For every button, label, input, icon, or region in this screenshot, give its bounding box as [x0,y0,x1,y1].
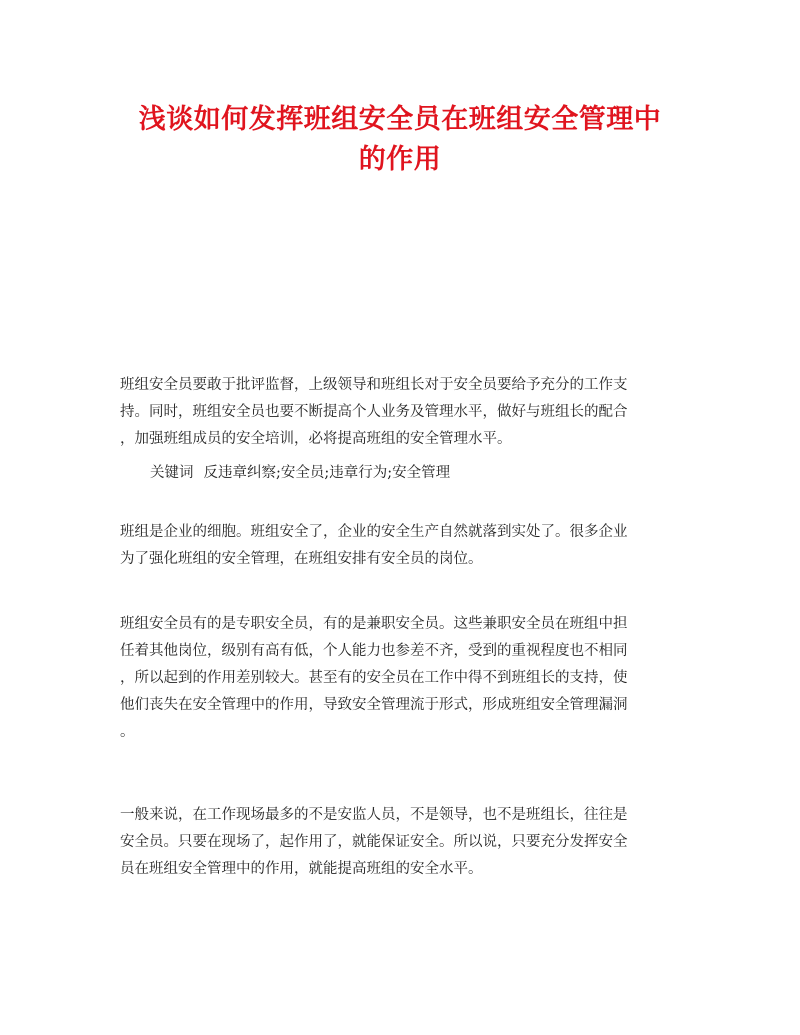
text-line: 班组是企业的细胞。班组安全了，企业的安全生产自然就落到实处了。很多企业 [120,524,628,540]
text-line: 班组安全员有的是专职安全员，有的是兼职安全员。这些兼职安全员在班组中担 [120,616,628,632]
text-line: ，所以起到的作用差别较大。甚至有的安全员在工作中得不到班组长的支持，使 [120,670,628,686]
text-line: ，加强班组成员的安全培训，必将提高班组的安全管理水平。 [120,431,512,447]
text-line: 任着其他岗位，级别有高有低，个人能力也参差不齐，受到的重视程度也不相同 [120,643,628,659]
text-line: 班组安全员要敢于批评监督，上级领导和班组长对于安全员要给予充分的工作支 [120,377,628,393]
abstract-paragraph [120,372,685,453]
text-line: 一般来说，在工作现场最多的不是安监人员，不是领导，也不是班组长，往往是 [120,807,628,823]
text-line: 持。同时，班组安全员也要不断提高个人业务及管理水平，做好与班组长的配合 [120,404,628,420]
keywords-value: 反违章纠察;安全员;违章行为;安全管理 [203,465,451,481]
text-line: 为了强化班组的安全管理，在班组安排有安全员的岗位。 [120,551,483,567]
text-line: 安全员。只要在现场了，起作用了，就能保证安全。所以说，只要充分发挥安全 [120,834,628,850]
body-paragraph [120,611,685,746]
document-title [100,100,700,180]
text-line: 。 [120,724,135,740]
keywords-line [150,460,450,487]
body-paragraph [120,802,685,883]
body-paragraph [120,519,685,573]
text-line: 员在班组安全管理中的作用，就能提高班组的安全水平。 [120,861,483,877]
text-line: 他们丧失在安全管理中的作用，导致安全管理流于形式，形成班组安全管理漏洞 [120,697,628,713]
title-line: 的作用 [358,144,442,175]
title-line: 浅谈如何发挥班组安全员在班组安全管理中 [138,104,662,135]
keywords-label: 关键词 [150,465,194,481]
